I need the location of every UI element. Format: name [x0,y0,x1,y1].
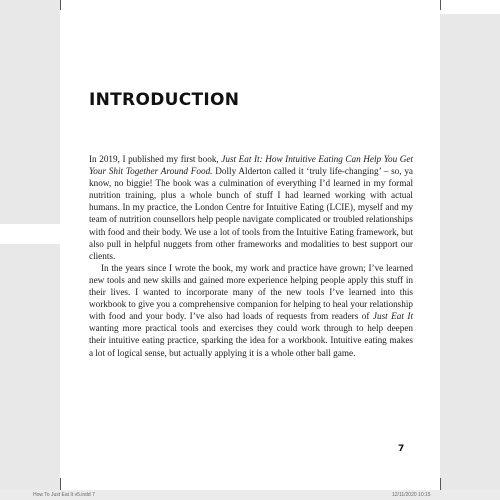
pasteboard-notch-left [0,224,62,244]
crop-mark [440,0,441,10]
slug-timestamp: 12/11/2020 10:15 [392,492,431,498]
page-number: 7 [398,444,405,454]
print-slug [0,490,500,500]
slug-filename: How To Just Eat It v5.indd 7 [33,492,95,498]
crop-mark [60,0,61,10]
crop-mark [60,478,61,490]
book-title-italic: Just Eat It: How Intuitive Eating Can Help You Get Your Shit Together Around Food. [89,154,413,177]
chapter-title: INTRODUCTION [89,90,240,110]
paragraph-run: In 2019, I published my first book, [89,154,222,164]
paragraph-run: Dolly Alderton called it ‘truly life-changing’ – so, ya know, no biggie! The book was a culmination of everything I’d learned in my formal nutrition training, plus a whole bunch of stuff I had learned working with actual humans. In my practice, the London Centre for Intuitive Eating (LCIE), myself and my team of nutrition counsellors help people navigate complicated or troubled relationships with food and their body. We use a lot of tools from the Intuitive Eating framework, but also pull in helpful nuggets from other frameworks and modalities to best support our clients. [89,166,413,261]
book-title-italic: Just Eat It [372,311,414,322]
paragraph [89,153,413,262]
paragraph [89,262,413,359]
body-text [89,153,413,359]
pasteboard-notch-top-right [440,0,500,14]
crop-mark [440,478,441,490]
paragraph-run: wanting more practical tools and exercises they could work through to help deepen their intuitive eating practice, sparking the idea for a workbook. Intuitive eating makes a lot of logical sense, but actually applying it is a whole other ball game. [89,323,413,358]
paragraph-run: In the years since I wrote the book, my work and practice have grown; I’ve learned new tools and new skills and gained more experience helping people apply this stuff in their lives. I wanted to incorporate many of the new tools I’ve learned into this workbook to give you a comprehensive companion for helping to heal your relationship with food and your body. I’ve also had loads of requests from readers of [89,262,413,322]
